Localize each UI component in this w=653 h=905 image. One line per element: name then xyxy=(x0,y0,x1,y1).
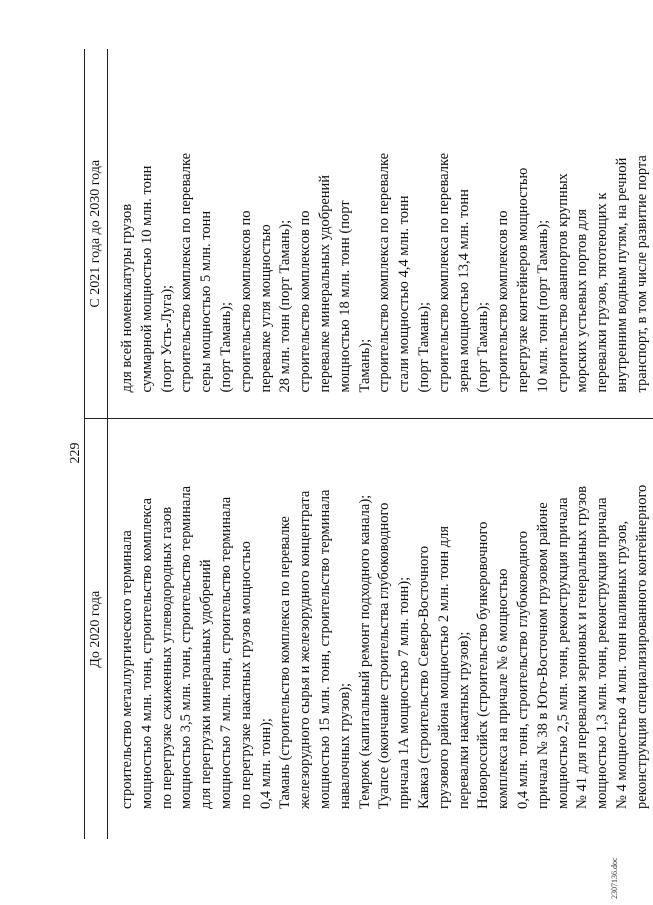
col2-line: строительство комплекса по перевалке xyxy=(376,152,393,393)
col2-line: строительство комплексов по xyxy=(237,210,254,393)
col2-line: строительство комплекса по перевалке xyxy=(178,152,195,393)
col1-line: № 41 для перевалки зерновых и генеральных грузов xyxy=(574,486,591,809)
col2-line: перегрузке контейнеров мощностью xyxy=(514,167,531,393)
table-body-row xyxy=(108,49,653,839)
col1-line: по перегрузке сжиженных углеводородных газов xyxy=(158,506,175,809)
col2-line: строительство комплексов по xyxy=(495,210,512,393)
col1-line: мощностью 1,3 млн. тонн, реконструкция причала xyxy=(594,497,611,809)
col1-line: причала № 38 в Юго-Восточном грузовом районе xyxy=(534,502,551,809)
col2-line: внутренним водным путям, на речной xyxy=(613,157,630,393)
col1-line: реконструкция специализированного контейнерного xyxy=(633,484,650,809)
col1-line: Кавказ (строительство Северо-Восточного xyxy=(415,545,432,809)
col2-line: (порт Тамань); xyxy=(415,301,432,393)
col1-line: перевалки накатных грузов); xyxy=(455,631,472,809)
col2-cell xyxy=(108,49,653,419)
col2-line: транспорт, в том числе развитие порта xyxy=(633,155,650,393)
col2-line: 28 млн. тонн (порт Тамань); xyxy=(277,219,294,393)
table-header-row xyxy=(85,49,108,839)
col1-line: Туапсе (окончание строительства глубоководного xyxy=(376,502,393,809)
col2-line: строительство комплекса по перевалке xyxy=(435,152,452,393)
col1-line: мощностью 4 млн. тонн, строительство комплекса xyxy=(138,497,155,809)
col1-line: грузового района мощностью 2 млн. тонн для xyxy=(435,525,452,809)
col1-line: комплекса на причале № 6 мощностью xyxy=(495,568,512,809)
footer-file-name: 2307136.doc xyxy=(610,857,619,899)
col2-line: стали мощностью 4,4 млн. тонн xyxy=(396,195,413,393)
col2-line: строительство аванпортов крупных xyxy=(554,173,571,393)
col2-line: строительство комплексов по xyxy=(297,210,314,393)
col1-header: До 2020 года xyxy=(85,419,108,839)
col2-header: С 2021 года до 2030 года xyxy=(85,49,108,419)
col2-line: перевалки грузов, тяготеющих к xyxy=(594,192,611,393)
col1-line: мощностью 3,5 млн. тонн, строительство терминала xyxy=(178,485,195,809)
col2-line: мощностью 18 млн. тонн (порт xyxy=(336,200,353,393)
col2-line: перевалке угля мощностью xyxy=(257,224,274,393)
col1-cell xyxy=(108,419,653,839)
col2-line: (порт Усть-Луга); xyxy=(158,284,175,393)
col1-line: 0,4 млн. тонн); xyxy=(257,718,274,809)
col1-line: железорудного сырья и железорудного концентрата xyxy=(297,490,314,809)
col2-line: морских устьевых портов для xyxy=(574,208,591,393)
col2-line: серы мощностью 5 млн. тонн xyxy=(198,210,215,393)
col2-line: 10 млн. тонн (порт Тамань); xyxy=(534,219,551,393)
col1-line: причала 1А мощностью 7 млн. тонн); xyxy=(396,576,413,809)
col1-line: по перегрузке накатных грузов мощностью xyxy=(237,541,254,809)
col2-line: Тамань); xyxy=(356,338,373,393)
col1-line: Темрюк (капитальный ремонт подходного канала); xyxy=(356,494,373,809)
col1-line: мощностью 2,5 млн. тонн, реконструкция причала xyxy=(554,497,571,809)
col2-line: (порт Тамань); xyxy=(475,301,492,393)
col2-line: суммарной мощностью 10 млн. тонн xyxy=(138,165,155,393)
page-number: 229 xyxy=(68,442,83,464)
col1-line: № 4 мощностью 4 млн. тонн наливных грузов, xyxy=(613,520,630,809)
col2-line: (порт Тамань); xyxy=(217,301,234,393)
col1-line: мощностью 7 млн. тонн, строительство терминала xyxy=(217,496,234,809)
col1-line: мощностью 15 млн. тонн, строительство терминала xyxy=(316,489,333,809)
col1-line: Тамань (строительство комплекса по перевалке xyxy=(277,516,294,809)
col2-line: зерна мощностью 13,4 млн. тонн xyxy=(455,189,472,393)
col1-line: для перегрузки минеральных удобрений xyxy=(198,559,215,809)
col1-line: строительство металлургического терминала xyxy=(119,530,135,809)
col2-line: для всей номенклатуры грузов xyxy=(119,203,135,393)
col2-line: перевалке минеральных удобрений xyxy=(316,174,333,393)
col1-line: Новороссийск (строительство бункеровочного xyxy=(475,521,492,809)
col1-line: навалочных грузов); xyxy=(336,682,353,809)
schedule-table xyxy=(84,49,653,839)
col1-line: 0,4 млн. тонн, строительство глубоководного xyxy=(514,530,531,809)
